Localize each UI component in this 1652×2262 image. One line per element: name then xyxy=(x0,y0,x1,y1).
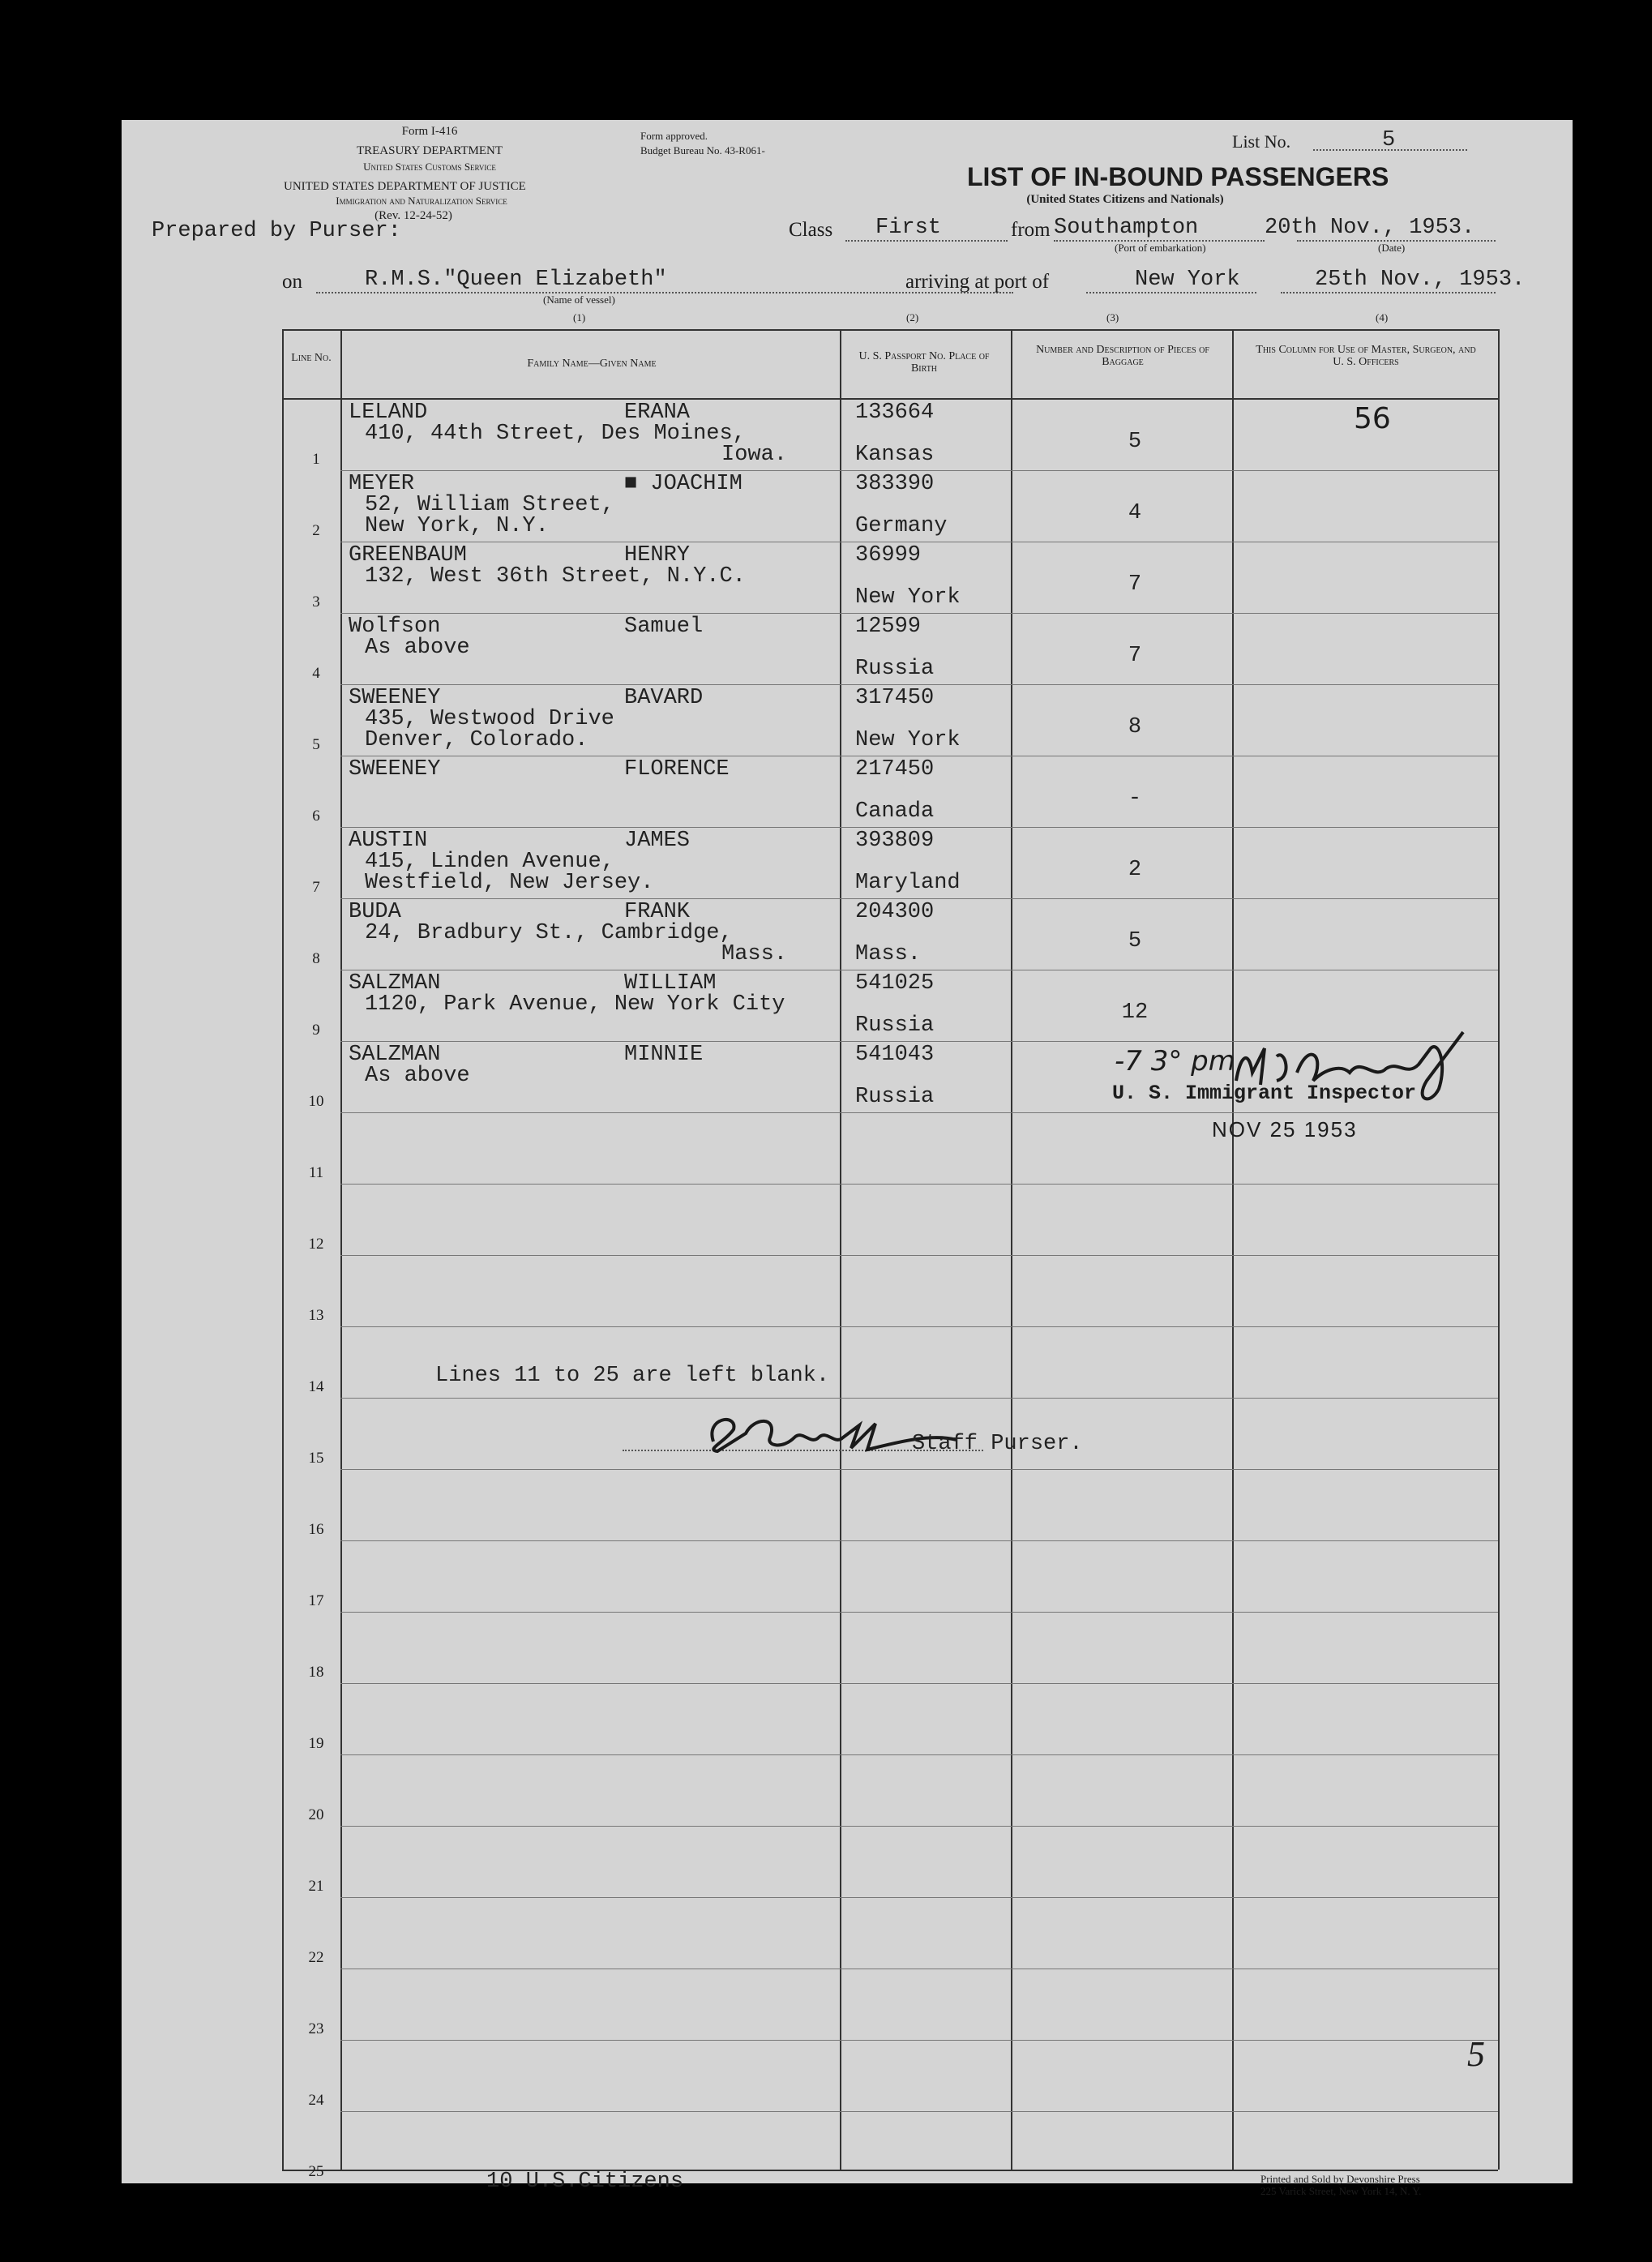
line-number: 2 xyxy=(312,522,320,539)
line-number: 13 xyxy=(308,1307,324,1324)
form-subtitle: (United States Citizens and Nationals) xyxy=(1026,193,1224,206)
address-line-1: 24, Bradbury St., Cambridge, xyxy=(365,921,733,945)
passport-number: 12599 xyxy=(855,615,922,639)
doj: UNITED STATES DEPARTMENT OF JUSTICE xyxy=(284,180,526,193)
line-number: 15 xyxy=(308,1450,324,1467)
col-num-1: (1) xyxy=(573,311,586,323)
line-number: 12 xyxy=(308,1236,324,1253)
family-name: GREENBAUM xyxy=(349,543,467,568)
baggage-count: 5 xyxy=(1128,929,1142,953)
form-number: Form I-416 xyxy=(401,125,458,138)
given-name: HENRY xyxy=(624,543,691,568)
line-number: 3 xyxy=(312,593,320,610)
line-number: 6 xyxy=(312,808,320,825)
line-number: 5 xyxy=(312,736,320,753)
family-name: BUDA xyxy=(349,900,401,924)
family-name: SALZMAN xyxy=(349,1043,441,1067)
embarkation-port: Southampton xyxy=(1054,216,1199,240)
printer-line-2: 225 Varick Street, New York 14, N. Y. xyxy=(1260,2185,1422,2197)
place-of-birth: Canada xyxy=(855,799,935,824)
passport-number: 383390 xyxy=(855,472,935,496)
family-name: AUSTIN xyxy=(349,829,428,853)
manifest-page xyxy=(122,120,1573,2197)
given-name: WILLIAM xyxy=(624,971,717,996)
line-number: 10 xyxy=(308,1093,324,1110)
baggage-count: 2 xyxy=(1128,858,1142,882)
baggage-count: 7 xyxy=(1128,644,1142,668)
address-line-2: Denver, Colorado. xyxy=(365,728,588,752)
list-no-label: List No. xyxy=(1232,131,1291,152)
address-line-1: As above xyxy=(365,1064,470,1088)
service: United States Customs Service xyxy=(363,161,496,173)
col-header-baggage: Number and Description of Pieces of Baggage xyxy=(1036,344,1209,368)
line-number: 23 xyxy=(308,2020,324,2037)
prepared-by: Prepared by Purser: xyxy=(152,219,401,243)
col-header-name: Family Name—Given Name xyxy=(527,358,657,370)
citizen-count: 10 U.S.Citizens xyxy=(486,2170,684,2194)
place-of-birth: Russia xyxy=(855,657,935,681)
family-name: Wolfson xyxy=(349,615,441,639)
address-line-1: 435, Westwood Drive xyxy=(365,707,614,731)
from-label: from xyxy=(1011,219,1051,241)
place-of-birth: Mass. xyxy=(855,942,922,966)
baggage-count: 4 xyxy=(1128,501,1142,525)
passport-number: 541043 xyxy=(855,1043,935,1067)
family-name: SALZMAN xyxy=(349,971,441,996)
form-approved: Form approved. xyxy=(640,130,708,142)
given-name: ERANA xyxy=(624,401,691,425)
col-header-officers: This Column for Use of Master, Surgeon, and U. S. Officers xyxy=(1256,344,1476,368)
given-name: JAMES xyxy=(624,829,691,853)
staff-purser-label: Staff Purser. xyxy=(912,1432,1083,1456)
address-line-2: New York, N.Y. xyxy=(365,514,549,538)
col-header-line: Line No. xyxy=(291,352,332,364)
line-number: 14 xyxy=(308,1378,324,1395)
printer-line-1: Printed and Sold by Devonshire Press xyxy=(1260,2173,1420,2185)
col-num-4: (4) xyxy=(1376,311,1389,323)
line-number: 25 xyxy=(308,2163,324,2180)
baggage-count: 5 xyxy=(1128,430,1142,454)
line-number: 16 xyxy=(308,1521,324,1538)
baggage-count: 7 xyxy=(1128,572,1142,597)
given-name: FLORENCE xyxy=(624,757,730,782)
line-number: 7 xyxy=(312,879,320,896)
baggage-count: 8 xyxy=(1128,715,1142,739)
stamp-date: NOV 25 1953 xyxy=(1212,1117,1358,1142)
address-line-1: 52, William Street, xyxy=(365,493,614,517)
address-line-1: 132, West 36th Street, N.Y.C. xyxy=(365,564,746,589)
embarkation-date: 20th Nov., 1953. xyxy=(1265,216,1475,240)
passport-number: 317450 xyxy=(855,686,935,710)
baggage-count: - xyxy=(1128,786,1142,811)
arriving-label: arriving at port of xyxy=(905,271,1050,293)
passport-number: 217450 xyxy=(855,757,935,782)
inspector-title: U. S. Immigrant Inspector xyxy=(1112,1082,1417,1105)
family-name: SWEENEY xyxy=(349,686,441,710)
address-line-2: Iowa. xyxy=(721,443,788,467)
department: TREASURY DEPARTMENT xyxy=(356,144,503,157)
col-num-3: (3) xyxy=(1106,311,1119,323)
address-line-2: Westfield, New Jersey. xyxy=(365,871,654,895)
given-name: Samuel xyxy=(624,615,704,639)
place-of-birth: Maryland xyxy=(855,871,961,895)
class-value: First xyxy=(875,216,942,240)
place-of-birth: Kansas xyxy=(855,443,935,467)
line-number: 21 xyxy=(308,1878,324,1895)
embarkation-caption: (Port of embarkation) xyxy=(1115,242,1206,254)
blank-lines-note: Lines 11 to 25 are left blank. xyxy=(435,1364,830,1388)
list-no-value: 5 xyxy=(1382,128,1396,152)
vessel-caption: (Name of vessel) xyxy=(543,293,615,306)
given-name: MINNIE xyxy=(624,1043,704,1067)
baggage-count: 12 xyxy=(1121,1000,1149,1025)
arrival-port: New York xyxy=(1135,268,1240,292)
officer-note: 56 xyxy=(1354,402,1391,435)
revision: (Rev. 12-24-52) xyxy=(374,209,452,222)
date-caption: (Date) xyxy=(1378,242,1406,254)
passport-number: 541025 xyxy=(855,971,935,996)
budget-bureau: Budget Bureau No. 43-R061- xyxy=(640,144,765,156)
passport-number: 133664 xyxy=(855,401,935,425)
line-number: 11 xyxy=(308,1164,324,1181)
place-of-birth: Germany xyxy=(855,514,948,538)
line-number: 4 xyxy=(312,665,320,682)
form-title: LIST OF IN-BOUND PASSENGERS xyxy=(967,162,1389,191)
given-name: BAVARD xyxy=(624,686,704,710)
family-name: SWEENEY xyxy=(349,757,441,782)
address-line-1: 410, 44th Street, Des Moines, xyxy=(365,422,746,446)
address-line-1: As above xyxy=(365,636,470,660)
line-number: 22 xyxy=(308,1949,324,1966)
line-number: 9 xyxy=(312,1022,320,1039)
corner-mark: 5 xyxy=(1467,2034,1485,2074)
line-number: 20 xyxy=(308,1806,324,1823)
place-of-birth: New York xyxy=(855,585,961,610)
stamp-time: -7 3° pm xyxy=(1115,1045,1235,1077)
on-label: on xyxy=(282,271,302,293)
ins: Immigration and Naturalization Service xyxy=(336,195,507,207)
line-number: 19 xyxy=(308,1735,324,1752)
address-line-1: 1120, Park Avenue, New York City xyxy=(365,992,785,1017)
line-number: 24 xyxy=(308,2092,324,2109)
given-name: FRANK xyxy=(624,900,691,924)
col-header-passport: U. S. Passport No. Place of Birth xyxy=(858,350,990,375)
line-number: 1 xyxy=(312,451,320,468)
place-of-birth: Russia xyxy=(855,1013,935,1038)
address-line-2: Mass. xyxy=(721,942,788,966)
arrival-date: 25th Nov., 1953. xyxy=(1315,268,1526,292)
class-label: Class xyxy=(789,219,833,241)
vessel-name: R.M.S."Queen Elizabeth" xyxy=(365,268,667,292)
address-line-1: 415, Linden Avenue, xyxy=(365,850,614,874)
passport-number: 204300 xyxy=(855,900,935,924)
passport-number: 393809 xyxy=(855,829,935,853)
place-of-birth: Russia xyxy=(855,1085,935,1109)
col-num-2: (2) xyxy=(906,311,919,323)
family-name: LELAND xyxy=(349,401,428,425)
family-name: MEYER xyxy=(349,472,415,496)
given-name: ■ JOACHIM xyxy=(624,472,743,496)
line-number: 18 xyxy=(308,1664,324,1681)
passport-number: 36999 xyxy=(855,543,922,568)
line-number: 8 xyxy=(312,950,320,967)
line-number: 17 xyxy=(308,1592,324,1609)
place-of-birth: New York xyxy=(855,728,961,752)
